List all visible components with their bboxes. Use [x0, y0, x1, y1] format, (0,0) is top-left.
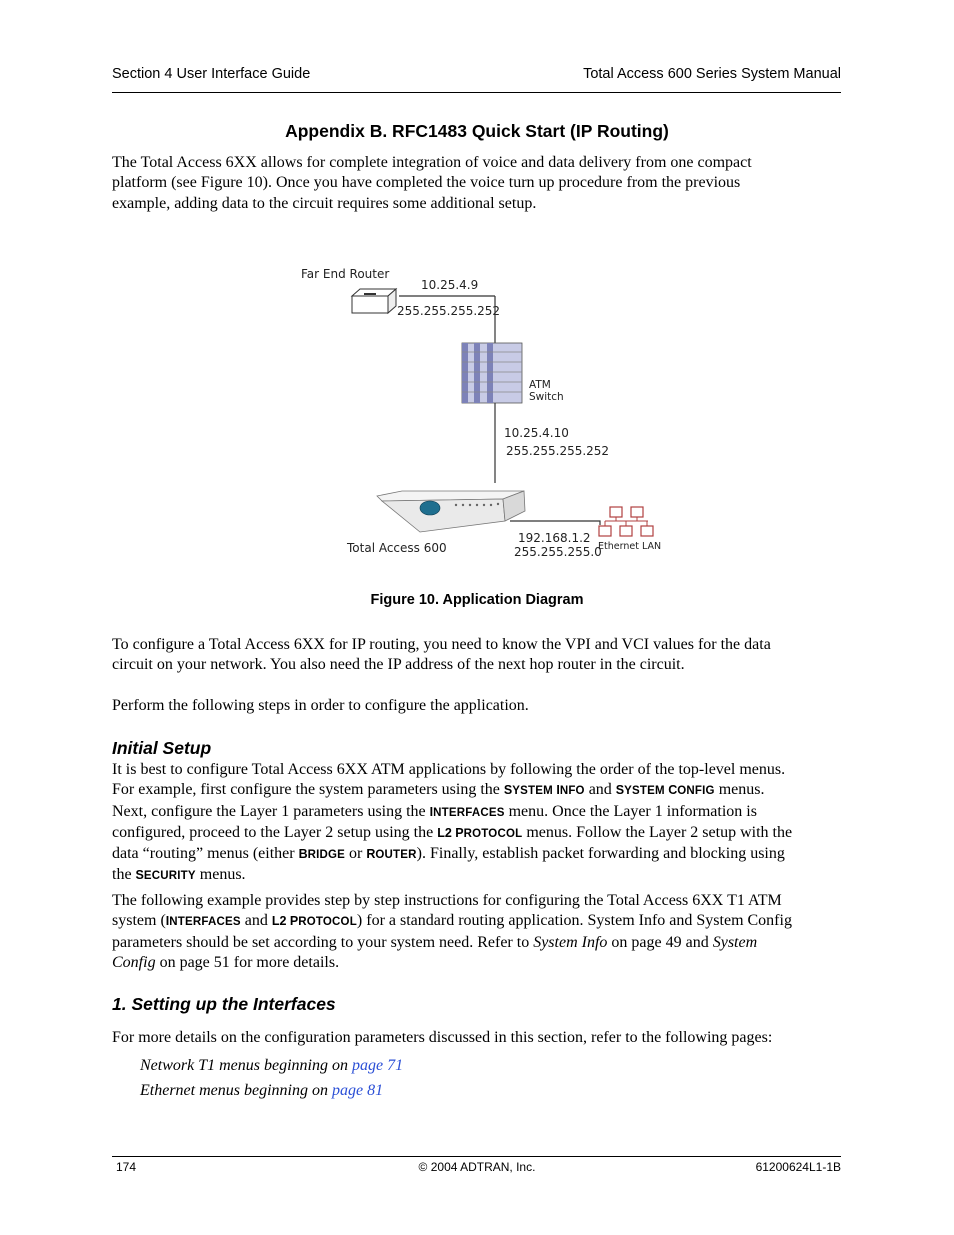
page-number: 174: [116, 1160, 137, 1174]
total-access-label: Total Access 600: [347, 541, 447, 555]
running-header-manual: Total Access 600 Series System Manual: [583, 66, 841, 82]
far-end-router-label: Far End Router: [301, 267, 390, 281]
initial-setup-line: the SECURITY menus.: [112, 866, 246, 884]
example-line: Config on page 51 for more details.: [112, 953, 340, 971]
menu-interfaces: INTERFACES: [165, 914, 241, 929]
far-end-router-icon: [352, 289, 396, 313]
initial-setup-line: Next, configure the Layer 1 parameters using the INTERFACES menu. Once the Layer 1 information is: [112, 802, 757, 820]
footer-copyright: © 2004 ADTRAN, Inc.: [418, 1160, 536, 1174]
running-header-section: Section 4 User Interface Guide: [112, 66, 311, 82]
initial-setup-paragraph: [112, 760, 844, 887]
example-line: The following example provides step by step instructions for configuring the Total Access 6XX T1 ATM: [112, 892, 782, 909]
menu-l2-protocol: L2 PROTOCOL: [437, 825, 523, 840]
footer-rule: [112, 1156, 841, 1157]
configure-paragraph: [112, 635, 844, 676]
initial-setup-line: For example, first configure the system parameters using the SYSTEM INFO and SYSTEM CONFIG menus.: [112, 781, 765, 799]
page-81-link[interactable]: page 81: [331, 1082, 384, 1099]
initial-setup-heading: Initial Setup: [112, 738, 212, 758]
menu-system-config: SYSTEM CONFIG: [615, 783, 715, 798]
setting-up-interfaces-heading: 1. Setting up the Interfaces: [112, 994, 336, 1014]
footer-doc-number: 61200624L1-1B: [755, 1160, 841, 1174]
menu-security: SECURITY: [135, 868, 196, 883]
intro-line: example, adding data to the circuit requires some additional setup.: [112, 194, 537, 212]
example-paragraph: [112, 891, 844, 973]
intro-line: The Total Access 6XX allows for complete integration of voice and data delivery from one compact: [112, 154, 752, 171]
perform-paragraph: Perform the following steps in order to configure the application.: [112, 697, 529, 714]
ethernet-lan-icon: [599, 507, 653, 536]
ethernet-reference: Ethernet menus beginning on page 81: [140, 1082, 384, 1099]
total-access-600-icon: [377, 491, 525, 532]
configure-line: To configure a Total Access 6XX for IP routing, you need to know the VPI and VCI values for the data: [112, 636, 771, 653]
initial-setup-line: It is best to configure Total Access 6XX ATM applications by following the order of the top-level menus.: [112, 761, 786, 778]
atm-switch-icon: [462, 343, 522, 403]
system-info-ref: System Info: [533, 933, 608, 951]
menu-router: ROUTER: [366, 847, 417, 862]
application-diagram: [0, 0, 954, 600]
initial-setup-line: configured, proceed to the Layer 2 setup using the L2 PROTOCOL menus. Follow the Layer 2 setup with the: [112, 823, 793, 841]
lan-ip-label: 192.168.1.2: [518, 531, 591, 545]
intro-line: platform (see Figure 10). Once you have completed the voice turn up procedure from the previous: [112, 174, 741, 192]
wan-mask-label: 255.255.255.252: [397, 304, 501, 318]
example-line: parameters should be set according to your system need. Refer to System Info on page 49 and System: [112, 933, 758, 951]
system-config-ref: System: [712, 933, 758, 951]
appendix-title: Appendix B. RFC1483 Quick Start (IP Routing): [285, 121, 669, 141]
atm-label: ATM: [529, 379, 551, 391]
section1-paragraph: For more details on the configuration parameters discussed in this section, refer to the following pages:: [112, 1029, 773, 1046]
network-t1-reference: Network T1 menus beginning on page 71: [140, 1057, 404, 1074]
switch-label: Switch: [529, 391, 564, 403]
lan-mask-label: 255.255.255.0: [514, 545, 602, 559]
wan-ip-label: 10.25.4.9: [421, 278, 479, 292]
example-line: system (INTERFACES and L2 PROTOCOL) for a standard routing application. System Info and System Config: [112, 912, 792, 930]
ethernet-lan-label: Ethernet LAN: [598, 541, 662, 552]
page-71-link[interactable]: page 71: [352, 1057, 404, 1074]
ta-mask-label: 255.255.255.252: [506, 444, 610, 458]
figure-caption: Figure 10. Application Diagram: [370, 592, 584, 608]
lan-link-line: [510, 521, 600, 525]
menu-bridge: BRIDGE: [298, 847, 346, 862]
menu-interfaces: INTERFACES: [429, 804, 505, 819]
menu-l2-protocol: L2 PROTOCOL: [271, 914, 357, 929]
ta-ip-label: 10.25.4.10: [504, 426, 569, 440]
menu-system-info: SYSTEM INFO: [503, 783, 585, 798]
initial-setup-line: data “routing” menus (either BRIDGE or ROUTER). Finally, establish packet forwarding and blocking using: [112, 845, 785, 863]
configure-line: circuit on your network. You also need the IP address of the next hop router in the circuit.: [112, 656, 685, 674]
